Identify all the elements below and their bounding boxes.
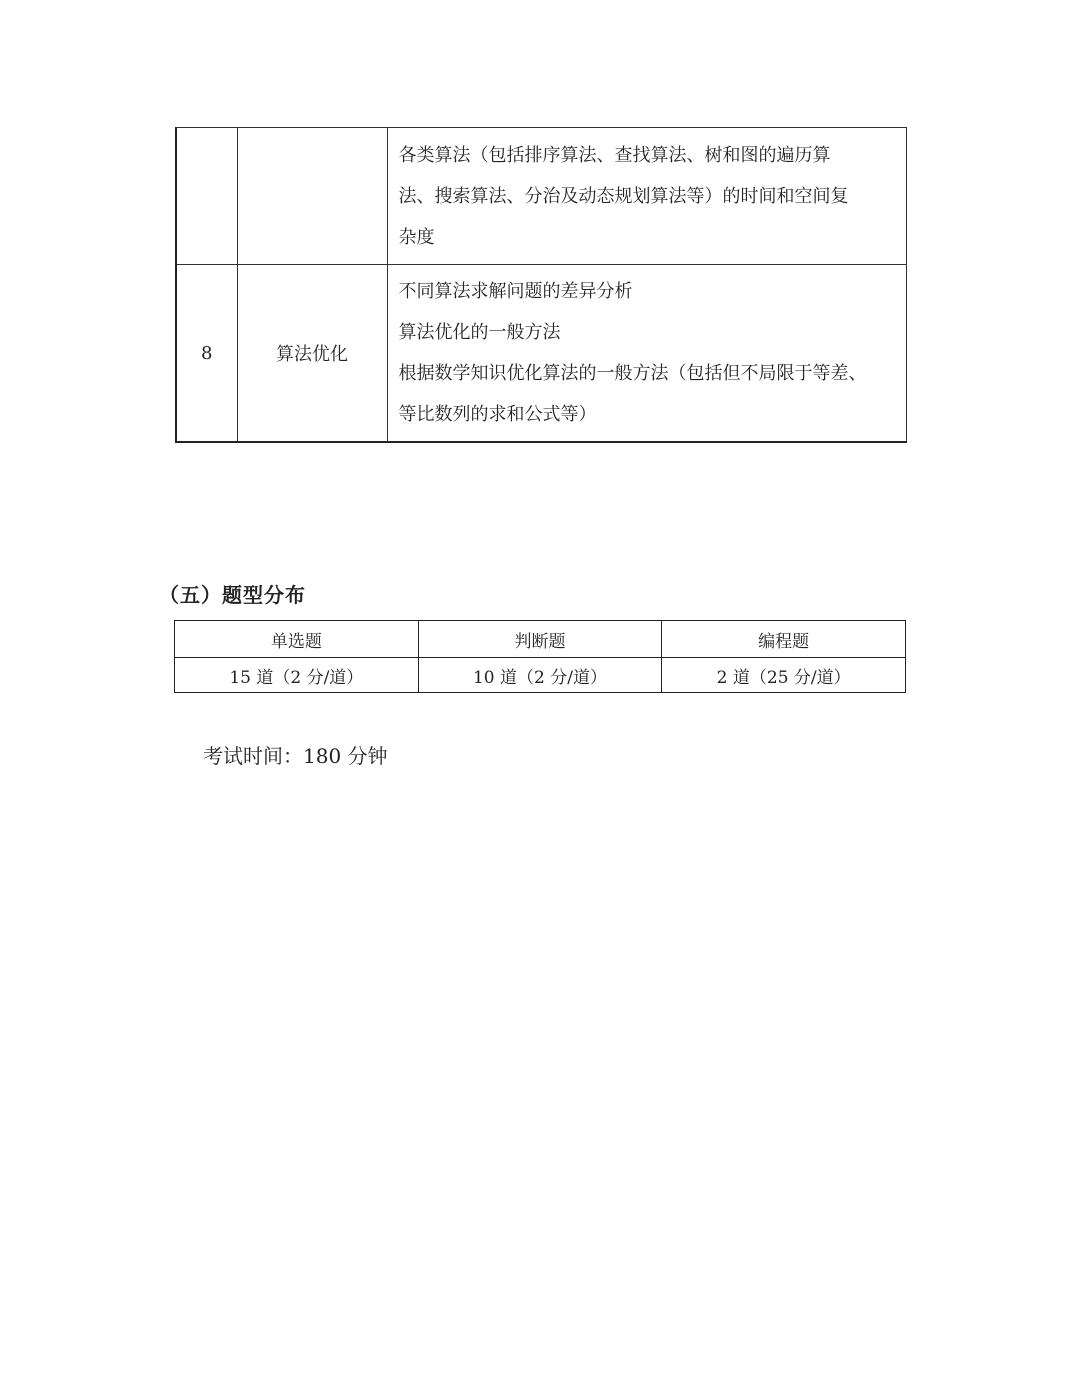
description-line: 各类算法（包括排序算法、查找算法、树和图的遍历算 <box>398 144 831 166</box>
description-line: 算法优化的一般方法 <box>398 322 561 343</box>
description-line: 等比数列的求和公式等） <box>398 404 597 425</box>
description-line: 杂度 <box>398 226 435 248</box>
table-row <box>175 658 906 693</box>
value-cell-true-false: 10 道（2 分/道） <box>418 658 662 693</box>
description-line: 法、搜索算法、分治及动态规划算法等）的时间和空间复 <box>398 185 849 207</box>
description-line: 根据数学知识优化算法的一般方法（包括但不局限于等差、 <box>398 363 867 384</box>
header-cell-programming: 编程题 <box>662 621 906 658</box>
table-row <box>176 128 906 265</box>
header-cell-single-choice: 单选题 <box>175 621 419 658</box>
row-description-cell <box>387 128 906 265</box>
row-number-cell: 8 <box>176 265 237 443</box>
header-cell-true-false: 判断题 <box>418 621 662 658</box>
row-topic-cell <box>237 128 387 265</box>
row-topic-cell: 算法优化 <box>237 265 387 443</box>
question-distribution-table <box>174 620 906 693</box>
syllabus-table <box>175 127 907 443</box>
description-line: 不同算法求解问题的差异分析 <box>398 281 633 302</box>
row-number-cell <box>176 128 237 265</box>
exam-time-text: 考试时间：180 分钟 <box>203 744 388 768</box>
table-header-row <box>175 621 906 658</box>
table-row <box>176 265 906 443</box>
value-cell-single-choice: 15 道（2 分/道） <box>175 658 419 693</box>
section-heading: （五）题型分布 <box>159 583 306 607</box>
row-description-cell <box>387 265 906 443</box>
value-cell-programming: 2 道（25 分/道） <box>662 658 906 693</box>
